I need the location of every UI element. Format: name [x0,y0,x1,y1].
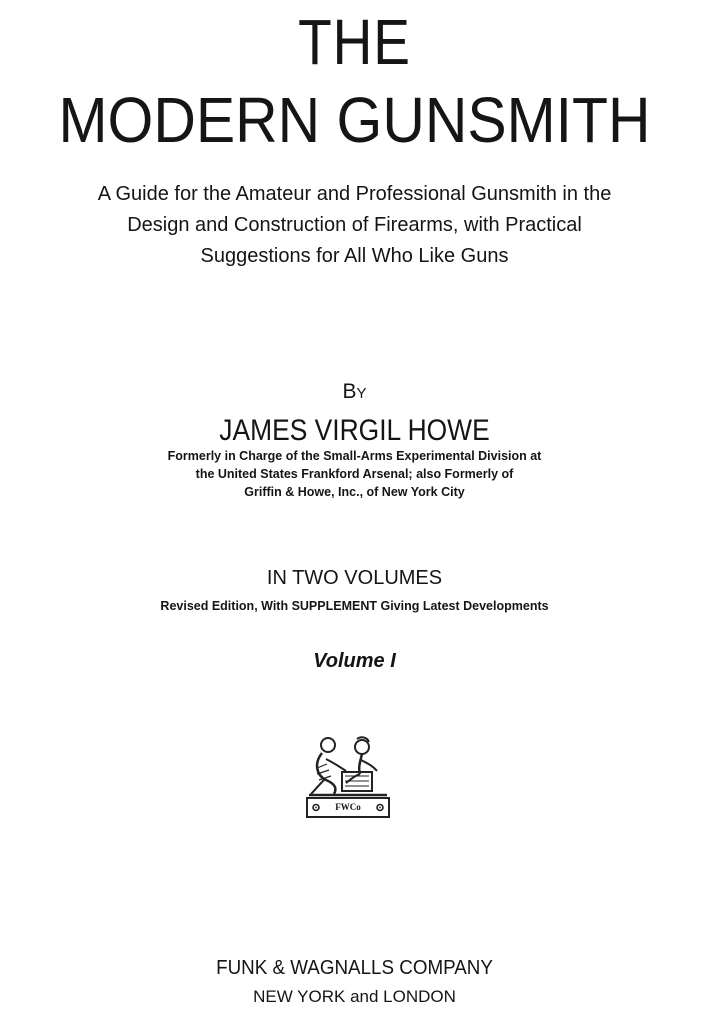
volume-label: Volume I [313,650,396,672]
publisher-place: NEW YORK and LONDON [253,987,456,1006]
edition-notice: Revised Edition, With SUPPLEMENT Giving Latest Developments [160,599,549,613]
subtitle-line: Suggestions for All Who Like Guns [200,245,509,267]
subtitle-line: A Guide for the Amateur and Professional Gunsmith in the [97,183,612,205]
subtitle-line: Design and Construction of Firearms, with Practical [127,214,582,236]
publisher-name: FUNK & WAGNALLS COMPANY [216,957,493,979]
credential-line: the United States Frankford Arsenal; also Formerly of [195,467,514,481]
book-title-line-1: THE [298,6,411,78]
author-name: JAMES VIRGIL HOWE [219,414,490,447]
credential-line: Formerly in Charge of the Small-Arms Experimental Division at [167,449,542,463]
volumes-notice: IN TWO VOLUMES [266,567,443,589]
emblem-monogram: FWCo [335,802,361,812]
book-subtitle [0,179,709,272]
book-title-line-2: MODERN GUNSMITH [58,84,651,156]
byline: By [342,380,367,403]
author-credentials [0,447,709,501]
publisher-emblem [304,733,392,821]
credential-line: Griffin & Howe, Inc., of New York City [244,485,465,499]
